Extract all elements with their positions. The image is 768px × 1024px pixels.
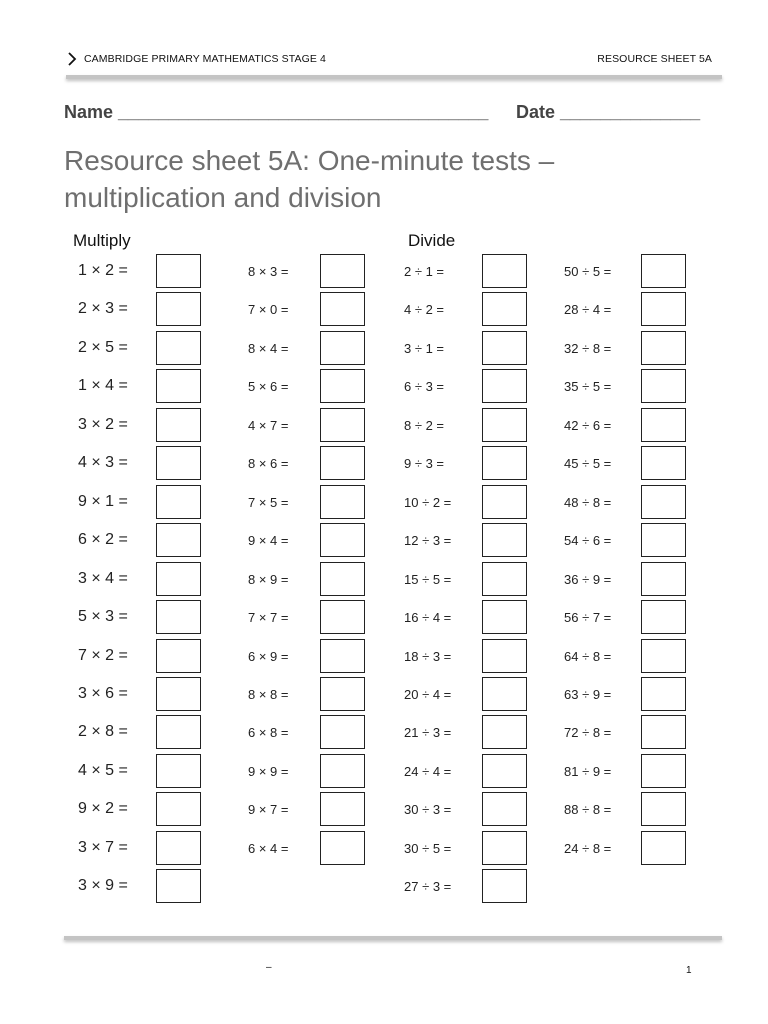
answer-box[interactable] [320, 408, 365, 442]
answer-box[interactable] [156, 446, 201, 480]
problem-multiply-col1: 4 × 5 = [78, 761, 128, 779]
problem-multiply-col2: 8 × 9 = [248, 571, 289, 587]
problem-divide-col1: 12 ÷ 3 = [404, 533, 452, 549]
answer-box[interactable] [156, 869, 201, 903]
name-field[interactable] [64, 102, 488, 123]
answer-box[interactable] [641, 831, 686, 865]
answer-box[interactable] [156, 254, 201, 288]
answer-box[interactable] [320, 715, 365, 749]
date-label: Date [516, 102, 556, 122]
answer-box[interactable] [320, 754, 365, 788]
problem-multiply-col1: 4 × 3 = [78, 454, 128, 472]
problem-multiply-col1: 3 × 4 = [78, 569, 128, 587]
answer-box[interactable] [641, 485, 686, 519]
answer-box[interactable] [482, 369, 527, 403]
problem-divide-col1: 15 ÷ 5 = [404, 571, 452, 587]
problem-divide-col1: 18 ÷ 3 = [404, 648, 452, 664]
answer-box[interactable] [156, 292, 201, 326]
problem-multiply-col1: 1 × 4 = [78, 377, 128, 395]
problem-divide-col1: 8 ÷ 2 = [404, 417, 445, 433]
problem-divide-col1: 6 ÷ 3 = [404, 379, 445, 395]
answer-box[interactable] [482, 715, 527, 749]
answer-box[interactable] [156, 792, 201, 826]
answer-box[interactable] [156, 369, 201, 403]
problem-divide-col1: 30 ÷ 5 = [404, 840, 452, 856]
answer-box[interactable] [156, 523, 201, 557]
problem-multiply-col1: 3 × 9 = [78, 877, 128, 895]
answer-box[interactable] [156, 831, 201, 865]
answer-box[interactable] [482, 677, 527, 711]
answer-box[interactable] [641, 792, 686, 826]
answer-box[interactable] [641, 292, 686, 326]
divide-heading: Divide [408, 231, 456, 250]
answer-box[interactable] [641, 254, 686, 288]
problem-multiply-col2: 5 × 6 = [248, 379, 289, 395]
answer-box[interactable] [482, 408, 527, 442]
problem-divide-col1: 24 ÷ 4 = [404, 763, 452, 779]
answer-box[interactable] [482, 639, 527, 673]
problem-divide-col1: 3 ÷ 1 = [404, 340, 445, 356]
answer-box[interactable] [641, 369, 686, 403]
answer-box[interactable] [482, 754, 527, 788]
problem-divide-col2: 56 ÷ 7 = [564, 610, 612, 626]
page-title [64, 142, 704, 216]
name-label: Name [64, 102, 114, 122]
answer-box[interactable] [320, 331, 365, 365]
answer-box[interactable] [482, 331, 527, 365]
problem-multiply-col2: 8 × 3 = [248, 264, 289, 279]
answer-box[interactable] [482, 831, 527, 865]
problem-divide-col2: 48 ÷ 8 = [564, 494, 612, 510]
problem-multiply-col2: 6 × 8 = [248, 725, 289, 741]
problem-multiply-col1: 6 × 2 = [78, 531, 128, 549]
answer-box[interactable] [641, 600, 686, 634]
problem-divide-col2: 35 ÷ 5 = [564, 379, 612, 395]
problem-divide-col2: 50 ÷ 5 = [564, 264, 612, 279]
answer-box[interactable] [641, 639, 686, 673]
answer-box[interactable] [156, 715, 201, 749]
problem-divide-col1: 10 ÷ 2 = [404, 494, 452, 510]
answer-box[interactable] [156, 600, 201, 634]
answer-box[interactable] [156, 639, 201, 673]
answer-box[interactable] [641, 446, 686, 480]
answer-box[interactable] [482, 292, 527, 326]
problem-multiply-col2: 9 × 7 = [248, 802, 289, 818]
problem-divide-col1: 16 ÷ 4 = [404, 610, 452, 626]
problem-multiply-col2: 6 × 9 = [248, 648, 289, 664]
problem-divide-col1: 20 ÷ 4 = [404, 686, 452, 702]
answer-box[interactable] [320, 600, 365, 634]
answer-box[interactable] [482, 523, 527, 557]
answer-box[interactable] [641, 408, 686, 442]
answer-box[interactable] [320, 562, 365, 596]
answer-box[interactable] [320, 292, 365, 326]
chevron-right-icon [66, 51, 78, 67]
answer-box[interactable] [482, 254, 527, 288]
header-rule [66, 75, 722, 79]
answer-box[interactable] [641, 754, 686, 788]
problem-divide-col2: 63 ÷ 9 = [564, 686, 612, 702]
problem-multiply-col1: 9 × 2 = [78, 800, 128, 818]
problem-divide-col2: 45 ÷ 5 = [564, 456, 612, 472]
answer-box[interactable] [482, 792, 527, 826]
problem-divide-col2: 42 ÷ 6 = [564, 417, 612, 433]
problem-multiply-col2: 9 × 4 = [248, 533, 289, 549]
answer-box[interactable] [320, 369, 365, 403]
answer-box[interactable] [482, 869, 527, 903]
problem-divide-col2: 54 ÷ 6 = [564, 533, 612, 549]
page-title-line-1: Resource sheet 5A: One-minute tests – [64, 145, 555, 176]
answer-box[interactable] [320, 677, 365, 711]
page-title-line-2: multiplication and division [64, 182, 382, 213]
problem-multiply-col1: 2 × 3 = [78, 300, 128, 318]
answer-box[interactable] [156, 485, 201, 519]
answer-box[interactable] [156, 754, 201, 788]
problem-divide-col2: 24 ÷ 8 = [564, 840, 612, 856]
problem-multiply-col1: 7 × 2 = [78, 646, 128, 664]
answer-box[interactable] [482, 446, 527, 480]
answer-box[interactable] [482, 485, 527, 519]
answer-box[interactable] [320, 831, 365, 865]
problem-multiply-col1: 9 × 1 = [78, 492, 128, 510]
answer-box[interactable] [320, 639, 365, 673]
answer-box[interactable] [156, 408, 201, 442]
problem-divide-col1: 21 ÷ 3 = [404, 725, 452, 741]
problem-multiply-col2: 7 × 0 = [248, 302, 289, 318]
problem-multiply-col1: 3 × 7 = [78, 838, 128, 856]
answer-box[interactable] [320, 485, 365, 519]
answer-box[interactable] [156, 331, 201, 365]
problem-divide-col1: 27 ÷ 3 = [404, 879, 452, 895]
answer-box[interactable] [641, 523, 686, 557]
problem-divide-col1: 30 ÷ 3 = [404, 802, 452, 818]
problem-divide-col2: 64 ÷ 8 = [564, 648, 612, 664]
resource-sheet-tag: RESOURCE SHEET 5A [597, 53, 712, 65]
problem-multiply-col1: 3 × 2 = [78, 415, 128, 433]
problem-multiply-col2: 7 × 5 = [248, 494, 289, 510]
date-blank: ______________ [560, 102, 701, 122]
date-field[interactable] [516, 102, 700, 123]
answer-box[interactable] [320, 792, 365, 826]
problem-divide-col1: 2 ÷ 1 = [404, 264, 445, 279]
page-header [66, 52, 712, 68]
answer-box[interactable] [156, 677, 201, 711]
problem-multiply-col2: 8 × 8 = [248, 686, 289, 702]
problem-multiply-col1: 2 × 8 = [78, 723, 128, 741]
problem-divide-col2: 28 ÷ 4 = [564, 302, 612, 318]
answer-box[interactable] [641, 715, 686, 749]
problem-divide-col2: 36 ÷ 9 = [564, 571, 612, 587]
problem-multiply-col2: 6 × 4 = [248, 840, 289, 856]
multiply-heading: Multiply [73, 231, 131, 250]
problem-multiply-col1: 1 × 2 = [78, 262, 128, 279]
name-blank: _____________________________________ [118, 102, 489, 122]
problem-divide-col2: 32 ÷ 8 = [564, 340, 612, 356]
problem-multiply-col2: 7 × 7 = [248, 610, 289, 626]
answer-box[interactable] [320, 446, 365, 480]
problem-multiply-col2: 8 × 6 = [248, 456, 289, 472]
problem-multiply-col1: 5 × 3 = [78, 608, 128, 626]
answer-box[interactable] [482, 600, 527, 634]
problem-multiply-col2: 9 × 9 = [248, 763, 289, 779]
problem-divide-col1: 9 ÷ 3 = [404, 456, 445, 472]
footer-dash: – [266, 962, 272, 973]
problem-multiply-col2: 8 × 4 = [248, 340, 289, 356]
series-title: CAMBRIDGE PRIMARY MATHEMATICS STAGE 4 [84, 53, 326, 65]
answer-box[interactable] [641, 677, 686, 711]
problem-multiply-col1: 3 × 6 = [78, 684, 128, 702]
problem-multiply-col2: 4 × 7 = [248, 417, 289, 433]
answer-box[interactable] [641, 331, 686, 365]
problem-divide-col2: 88 ÷ 8 = [564, 802, 612, 818]
problem-multiply-col1: 2 × 5 = [78, 338, 128, 356]
footer-rule [64, 936, 722, 940]
answer-box[interactable] [320, 254, 365, 288]
problem-divide-col2: 81 ÷ 9 = [564, 763, 612, 779]
page-number: 1 [686, 965, 692, 976]
answer-box[interactable] [641, 562, 686, 596]
problem-divide-col2: 72 ÷ 8 = [564, 725, 612, 741]
answer-box[interactable] [482, 562, 527, 596]
answer-box[interactable] [320, 523, 365, 557]
problem-divide-col1: 4 ÷ 2 = [404, 302, 445, 318]
answer-box[interactable] [156, 562, 201, 596]
